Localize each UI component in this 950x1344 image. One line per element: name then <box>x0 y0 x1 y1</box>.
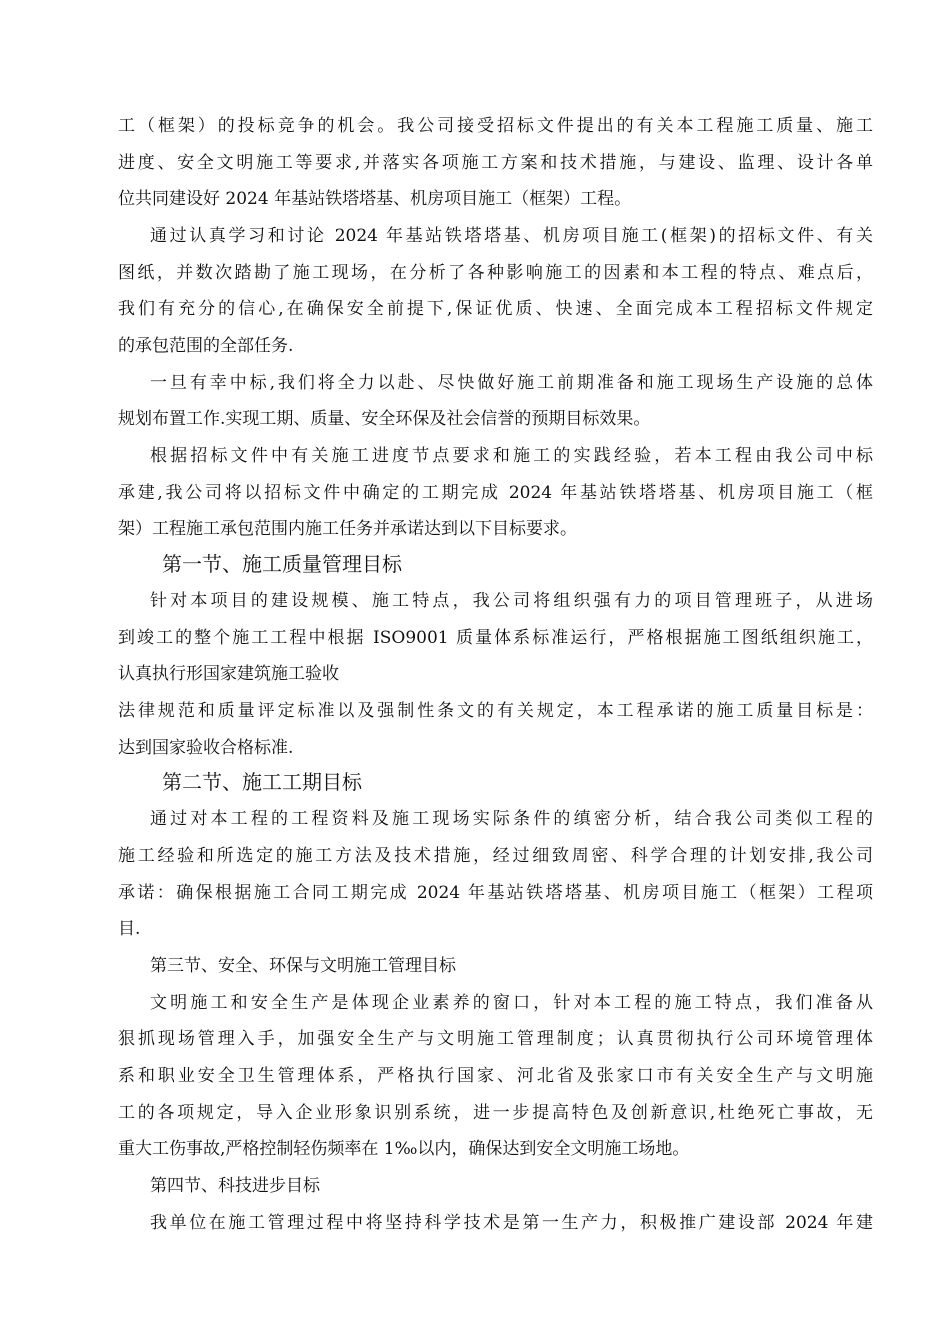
paragraph-line: 重大工伤事故,严格控制轻伤频率在 1‰以内，确保达到安全文明施工场地。 <box>118 1139 690 1159</box>
paragraph-line: 法律规范和质量评定标准以及强制性条文的有关规定，本工程承诺的施工质量目标是： <box>118 701 873 721</box>
paragraph-line: 规划布置工作.实现工期、质量、安全环保及社会信誉的预期目标效果。 <box>118 409 651 429</box>
paragraph-line: 认真执行形国家建筑施工验收 <box>118 664 339 684</box>
paragraph-line: 到竣工的整个施工工程中根据 ISO9001 质量体系标准运行，严格根据施工图纸组织施工， <box>118 628 873 648</box>
paragraph-line: 架）工程施工承包范围内施工任务并承诺达到以下目标要求。 <box>118 519 577 539</box>
paragraph-line: 根据招标文件中有关施工进度节点要求和施工的实践经验，若本工程由我公司中标 <box>150 446 873 466</box>
paragraph-line: 通过对本工程的工程资料及施工现场实际条件的缜密分析，结合我公司类似工程的 <box>150 809 873 829</box>
section-heading: 第二节、施工工期目标 <box>162 770 362 794</box>
paragraph-line: 承建,我公司将以招标文件中确定的工期完成 2024 年基站铁塔塔基、机房项目施工（框 <box>118 483 873 503</box>
paragraph-line: 工的各项规定，导入企业形象识别系统，进一步提高特色及创新意识,杜绝死亡事故，无 <box>118 1103 873 1123</box>
section-heading: 第四节、科技进步目标 <box>150 1176 320 1196</box>
paragraph-line: 我们有充分的信心,在确保安全前提下,保证优质、快速、全面完成本工程招标文件规定 <box>118 299 873 319</box>
paragraph-line: 针对本项目的建设规模、施工特点，我公司将组织强有力的项目管理班子，从进场 <box>150 591 873 611</box>
section-heading: 第三节、安全、环保与文明施工管理目标 <box>150 956 456 976</box>
paragraph-line: 一旦有幸中标,我们将全力以赴、尽快做好施工前期准备和施工现场生产设施的总体 <box>150 373 873 393</box>
paragraph-line: 图纸，并数次踏勘了施工现场，在分析了各种影响施工的因素和本工程的特点、难点后， <box>118 263 873 283</box>
paragraph-line: 通过认真学习和讨论 2024 年基站铁塔塔基、机房项目施工(框架)的招标文件、有关 <box>150 226 873 246</box>
paragraph-line: 达到国家验收合格标准. <box>118 738 294 758</box>
paragraph-line: 工（框架）的投标竞争的机会。我公司接受招标文件提出的有关本工程施工质量、施工 <box>118 116 873 136</box>
paragraph-line: 进度、安全文明施工等要求,并落实各项施工方案和技术措施，与建设、监理、设计各单 <box>118 153 873 173</box>
paragraph-line: 狠抓现场管理入手，加强安全生产与文明施工管理制度；认真贯彻执行公司环境管理体 <box>118 1029 873 1049</box>
paragraph-line: 承诺：确保根据施工合同工期完成 2024 年基站铁塔塔基、机房项目施工（框架）工程项 <box>118 883 873 903</box>
paragraph-line: 位共同建设好 2024 年基站铁塔塔基、机房项目施工（框架）工程。 <box>118 189 632 209</box>
paragraph-line: 的承包范围的全部任务. <box>118 336 294 356</box>
section-heading: 第一节、施工质量管理目标 <box>162 552 402 576</box>
paragraph-line: 目. <box>118 919 141 939</box>
paragraph-line: 文明施工和安全生产是体现企业素养的窗口，针对本工程的施工特点，我们准备从 <box>150 993 873 1013</box>
paragraph-line: 施工经验和所选定的施工方法及技术措施，经过细致周密、科学合理的计划安排,我公司 <box>118 846 873 866</box>
paragraph-line: 我单位在施工管理过程中将坚持科学技术是第一生产力，积极推广建设部 2024 年建 <box>150 1213 873 1233</box>
paragraph-line: 系和职业安全卫生管理体系，严格执行国家、河北省及张家口市有关安全生产与文明施 <box>118 1066 873 1086</box>
